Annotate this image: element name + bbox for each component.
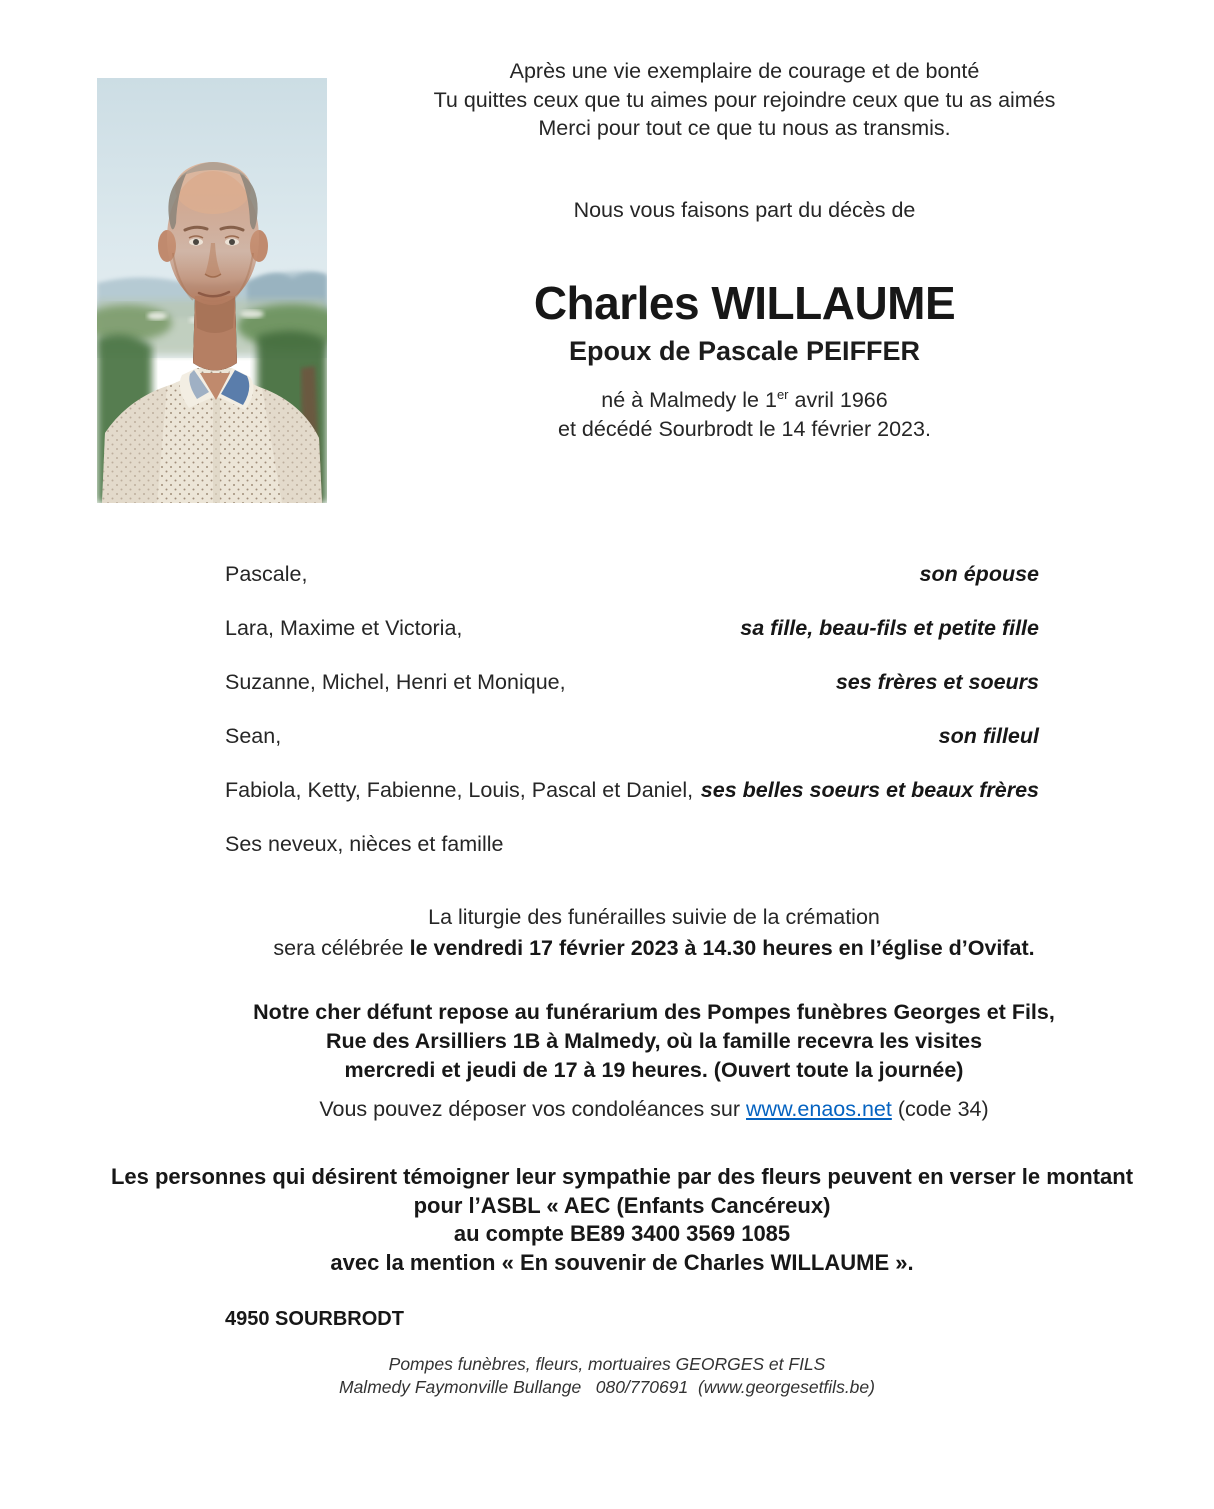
- quote-line-1: Après une vie exemplaire de courage et de bonté: [509, 59, 980, 83]
- donation-line-2: pour l’ASBL « AEC (Enfants Cancéreux): [413, 1192, 831, 1218]
- family-relation: ses frères et soeurs: [835, 670, 1039, 694]
- ceremony-block: [94, 902, 1214, 964]
- family-row: [225, 670, 1039, 699]
- family-names: Ses neveux, nièces et famille: [225, 832, 504, 856]
- repose-line-1: Notre cher défunt repose au funérarium des Pompes funèbres Georges et Fils,: [253, 1000, 1055, 1024]
- city-line: 4950 SOURBRODT: [225, 1308, 404, 1330]
- family-row: [225, 724, 1039, 753]
- deceased-name: Charles WILLAUME: [533, 277, 956, 329]
- family-row: [225, 562, 1039, 591]
- donation-line-3: au compte BE89 3400 3569 1085: [453, 1221, 791, 1246]
- family-names: Suzanne, Michel, Henri et Monique,: [225, 670, 566, 694]
- repose-line-2: Rue des Arsilliers 1B à Malmedy, où la famille recevra les visites: [325, 1029, 983, 1053]
- family-row: [225, 778, 1039, 807]
- family-names: Sean,: [225, 724, 282, 748]
- footer-line-2: Malmedy Faymonville Bullange 080/770691 (www.georgesetfils.be): [339, 1377, 875, 1397]
- spouse-line: Epoux de Pascale PEIFFER: [568, 336, 921, 366]
- donation-line-4: avec la mention « En souvenir de Charles WILLAUME ».: [330, 1249, 914, 1275]
- repose-block: [94, 998, 1214, 1085]
- dates-block: [275, 386, 1214, 444]
- family-names: Pascale,: [225, 562, 308, 586]
- family-names: Lara, Maxime et Victoria,: [225, 616, 463, 640]
- family-relation: son épouse: [919, 562, 1039, 586]
- ordinal-superscript: er: [776, 386, 789, 402]
- opening-quote: [275, 57, 1214, 143]
- death-line: et décédé Sourbrodt le 14 février 2023.: [558, 417, 931, 441]
- footer-line-1: Pompes funèbres, fleurs, mortuaires GEORGES et FILS: [388, 1354, 826, 1374]
- family-names: Fabiola, Ketty, Fabienne, Louis, Pascal et Daniel,: [225, 778, 694, 802]
- birth-line: né à Malmedy le 1er avril 1966: [601, 386, 888, 412]
- donation-block: [30, 1163, 1214, 1277]
- family-relation: son filleul: [938, 724, 1039, 748]
- ceremony-line-2: sera célébrée le vendredi 17 février 2023 à 14.30 heures en l’église d’Ovifat.: [273, 936, 1035, 960]
- quote-line-2: Tu quittes ceux que tu aimes pour rejoindre ceux que tu as aimés: [433, 87, 1056, 112]
- deceased-block: [275, 276, 1214, 367]
- family-relation: sa fille, beau-fils et petite fille: [740, 616, 1039, 640]
- donation-line-1: Les personnes qui désirent témoigner leur sympathie par des fleurs peuvent en verser le montant: [110, 1164, 1134, 1189]
- family-relation: ses belles soeurs et beaux frères: [700, 778, 1039, 802]
- family-row: [225, 616, 1039, 645]
- funeral-home-footer: [0, 1353, 1214, 1399]
- announcement-line: Nous vous faisons part du décès de: [573, 198, 916, 222]
- family-list: [225, 562, 1039, 886]
- ceremony-date-bold: le vendredi 17 février 2023 à 14.30 heures en l’église d’Ovifat.: [409, 936, 1035, 960]
- ceremony-line-1: La liturgie des funérailles suivie de la crémation: [428, 905, 880, 929]
- repose-line-3: mercredi et jeudi de 17 à 19 heures. (Ouvert toute la journée): [344, 1058, 964, 1082]
- family-row: [225, 832, 1039, 861]
- quote-line-3: Merci pour tout ce que tu nous as transmis.: [538, 116, 951, 140]
- enaos-link[interactable]: www.enaos.net: [746, 1097, 892, 1121]
- condolences-line: Vous pouvez déposer vos condoléances sur www.enaos.net (code 34): [319, 1097, 989, 1121]
